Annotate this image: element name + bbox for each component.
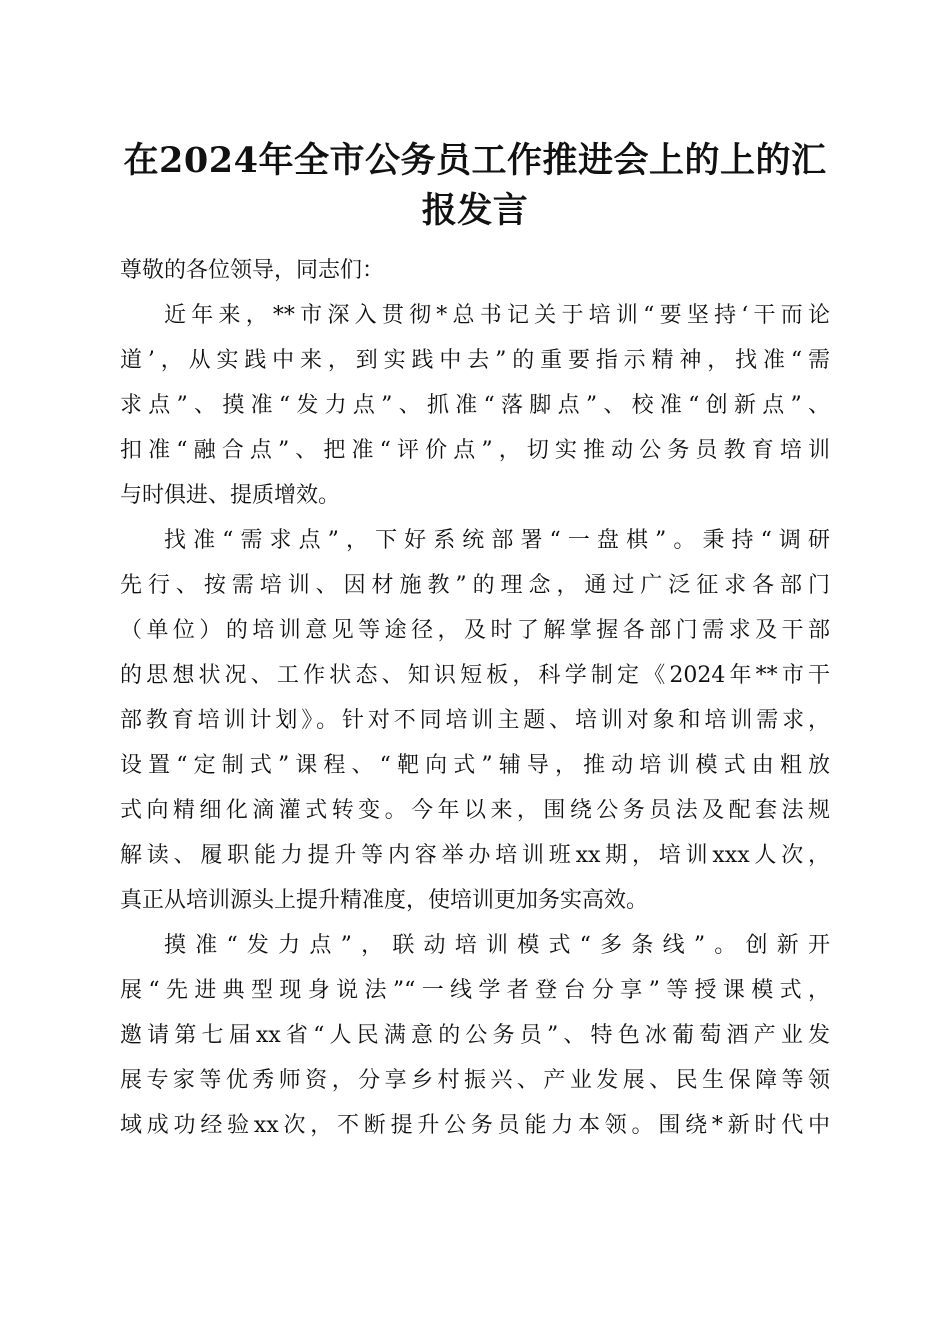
text-line: 近年来，**市深入贯彻*总书记关于培训“要坚持‘干而论 [164,303,830,328]
text-line: 域成功经验xx次，不断提升公务员能力本领。围绕*新时代中 [120,1113,830,1138]
text-line: 解读、履职能力提升等内容举办培训班xx期，培训xxx人次， [120,843,830,868]
text-line: 先行、按需培训、因材施教”的理念，通过广泛征求各部门 [120,573,830,598]
text-line: 的思想状况、工作状态、知识短板，科学制定《2024年**市干 [120,663,830,688]
text-line: 部教育培训计划》。针对不同培训主题、培训对象和培训需求， [120,708,830,733]
title-line-2: 报发言 [421,190,529,231]
text-line: 求点”、摸准“发力点”、抓准“落脚点”、校准“创新点”、 [120,393,830,418]
paragraph-2 [120,518,830,923]
title-line-1: 在2024年全市公务员工作推进会上的上的汇 [123,140,827,181]
document-title [120,136,830,236]
document-body [120,248,830,1148]
text-line: 展“先进典型现身说法”“一线学者登台分享”等授课模式， [120,978,830,1003]
text-line: 展专家等优秀师资，分享乡村振兴、产业发展、民生保障等领 [120,1068,830,1093]
text-line: 设置“定制式”课程、“靶向式”辅导，推动培训模式由粗放 [120,753,830,778]
paragraph-1 [120,293,830,518]
paragraph-3 [120,923,830,1148]
salutation: 尊敬的各位领导，同志们： [120,258,385,283]
text-line: 真正从培训源头上提升精准度，使培训更加务实高效。 [120,888,649,913]
text-line: 道’，从实践中来，到实践中去”的重要指示精神，找准“需 [120,348,830,373]
text-line: 找准“需求点”，下好系统部署“一盘棋”。秉持“调研 [164,528,830,553]
text-line: 与时俱进、提质增效。 [120,483,341,508]
text-line: （单位）的培训意见等途径，及时了解掌握各部门需求及干部 [120,618,830,643]
text-line: 摸准“发力点”，联动培训模式“多条线”。创新开 [164,933,830,958]
text-line: 邀请第七届xx省“人民满意的公务员”、特色冰葡萄酒产业发 [120,1023,830,1048]
text-line: 式向精细化滴灌式转变。今年以来，围绕公务员法及配套法规 [120,798,830,823]
text-line: 扣准“融合点”、把准“评价点”，切实推动公务员教育培训 [120,438,830,463]
